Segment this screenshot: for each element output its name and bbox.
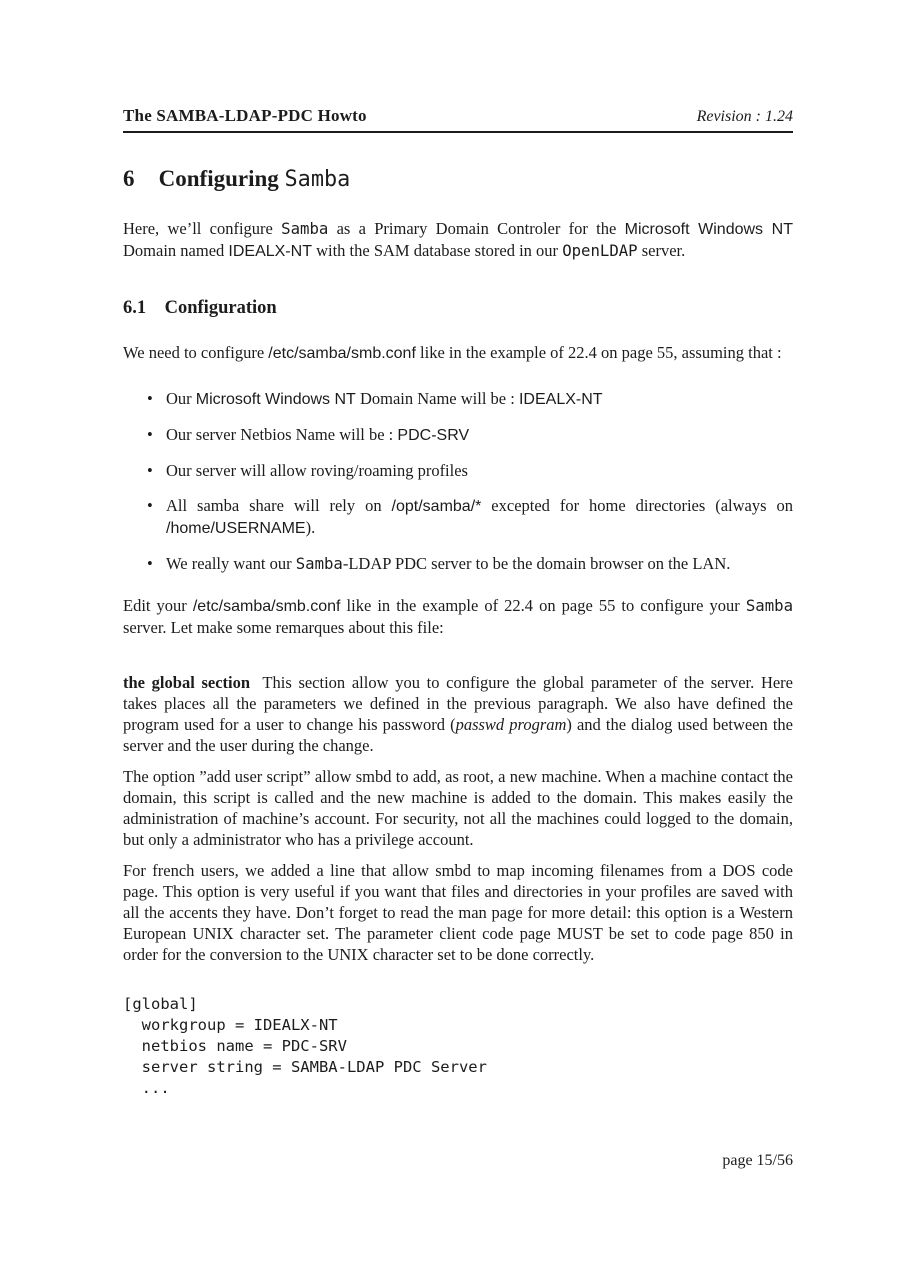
- paragraph-intro: Here, we’ll configure Samba as a Primary Domain Controler for the Microsoft Windows NT Domain named IDEALX-NT with the SAM database stored in our OpenLDAP server.: [123, 219, 793, 260]
- revision-label: Revision : 1.24: [696, 108, 793, 125]
- paragraph-configure-intro: We need to configure /etc/samba/smb.conf like in the example of 22.4 on page 55, assuming that :: [123, 343, 782, 362]
- list-item: • Our server Netbios Name will be : PDC-SRV: [166, 424, 793, 446]
- section-heading: [123, 165, 793, 194]
- paragraph-global-section: the global section This section allow you to configure the global parameter of the server. Here takes places all the parameters we defined in the previous paragraph. We also have defined the program used for a user to change his password (passwd program) and the dialog used between the server and the user during the change.: [123, 673, 793, 755]
- subsection-title: Configuration: [164, 298, 277, 318]
- list-item: • Our Microsoft Windows NT Domain Name will be : IDEALX-NT: [166, 388, 793, 410]
- paragraph-add-user-script: The option ”add user script” allow smbd to add, as root, a new machine. When a machine contact the domain, this script is called and the new machine is added to the domain. This makes easily the administration of machine’s account. For security, not all the machines could logged to the domain, but only a administrator who has a privilege account.: [123, 767, 793, 849]
- paragraph-french-users: For french users, we added a line that allow smbd to map incoming filenames from a DOS code page. This option is very useful if you want that files and directories in your profiles are saved with all the accents they have. Don’t forget to read the man page for more detail: this option is a Western European UNIX character set. The parameter client code page MUST be set to code page 850 in order for the conversion to the UNIX character set to be done correctly.: [123, 861, 793, 964]
- bullet-list: [123, 388, 793, 574]
- subsection-number: 6.1: [123, 298, 147, 318]
- page-number: page 15/56: [722, 1152, 793, 1169]
- document-title: The SAMBA-LDAP-PDC Howto: [123, 106, 367, 125]
- code-block: [global] workgroup = IDEALX-NT netbios name = PDC-SRV server string = SAMBA-LDAP PDC Server ...: [123, 995, 487, 1097]
- section-title: Configuring Samba: [158, 166, 351, 192]
- list-item: • All samba share will rely on /opt/samba/* excepted for home directories (always on /home/USERNAME).: [166, 495, 793, 539]
- section-number: 6: [123, 166, 135, 191]
- document-page: [123, 106, 793, 1099]
- paragraph-edit: Edit your /etc/samba/smb.conf like in the example of 22.4 on page 55 to configure your Samba server. Let make some remarques about this file:: [123, 596, 793, 637]
- list-item: • Our server will allow roving/roaming profiles: [166, 460, 793, 481]
- page-footer: [722, 1152, 793, 1170]
- page-header: [123, 106, 793, 133]
- subsection-heading: [123, 296, 793, 320]
- list-item: • We really want our Samba-LDAP PDC server to be the domain browser on the LAN.: [166, 553, 793, 574]
